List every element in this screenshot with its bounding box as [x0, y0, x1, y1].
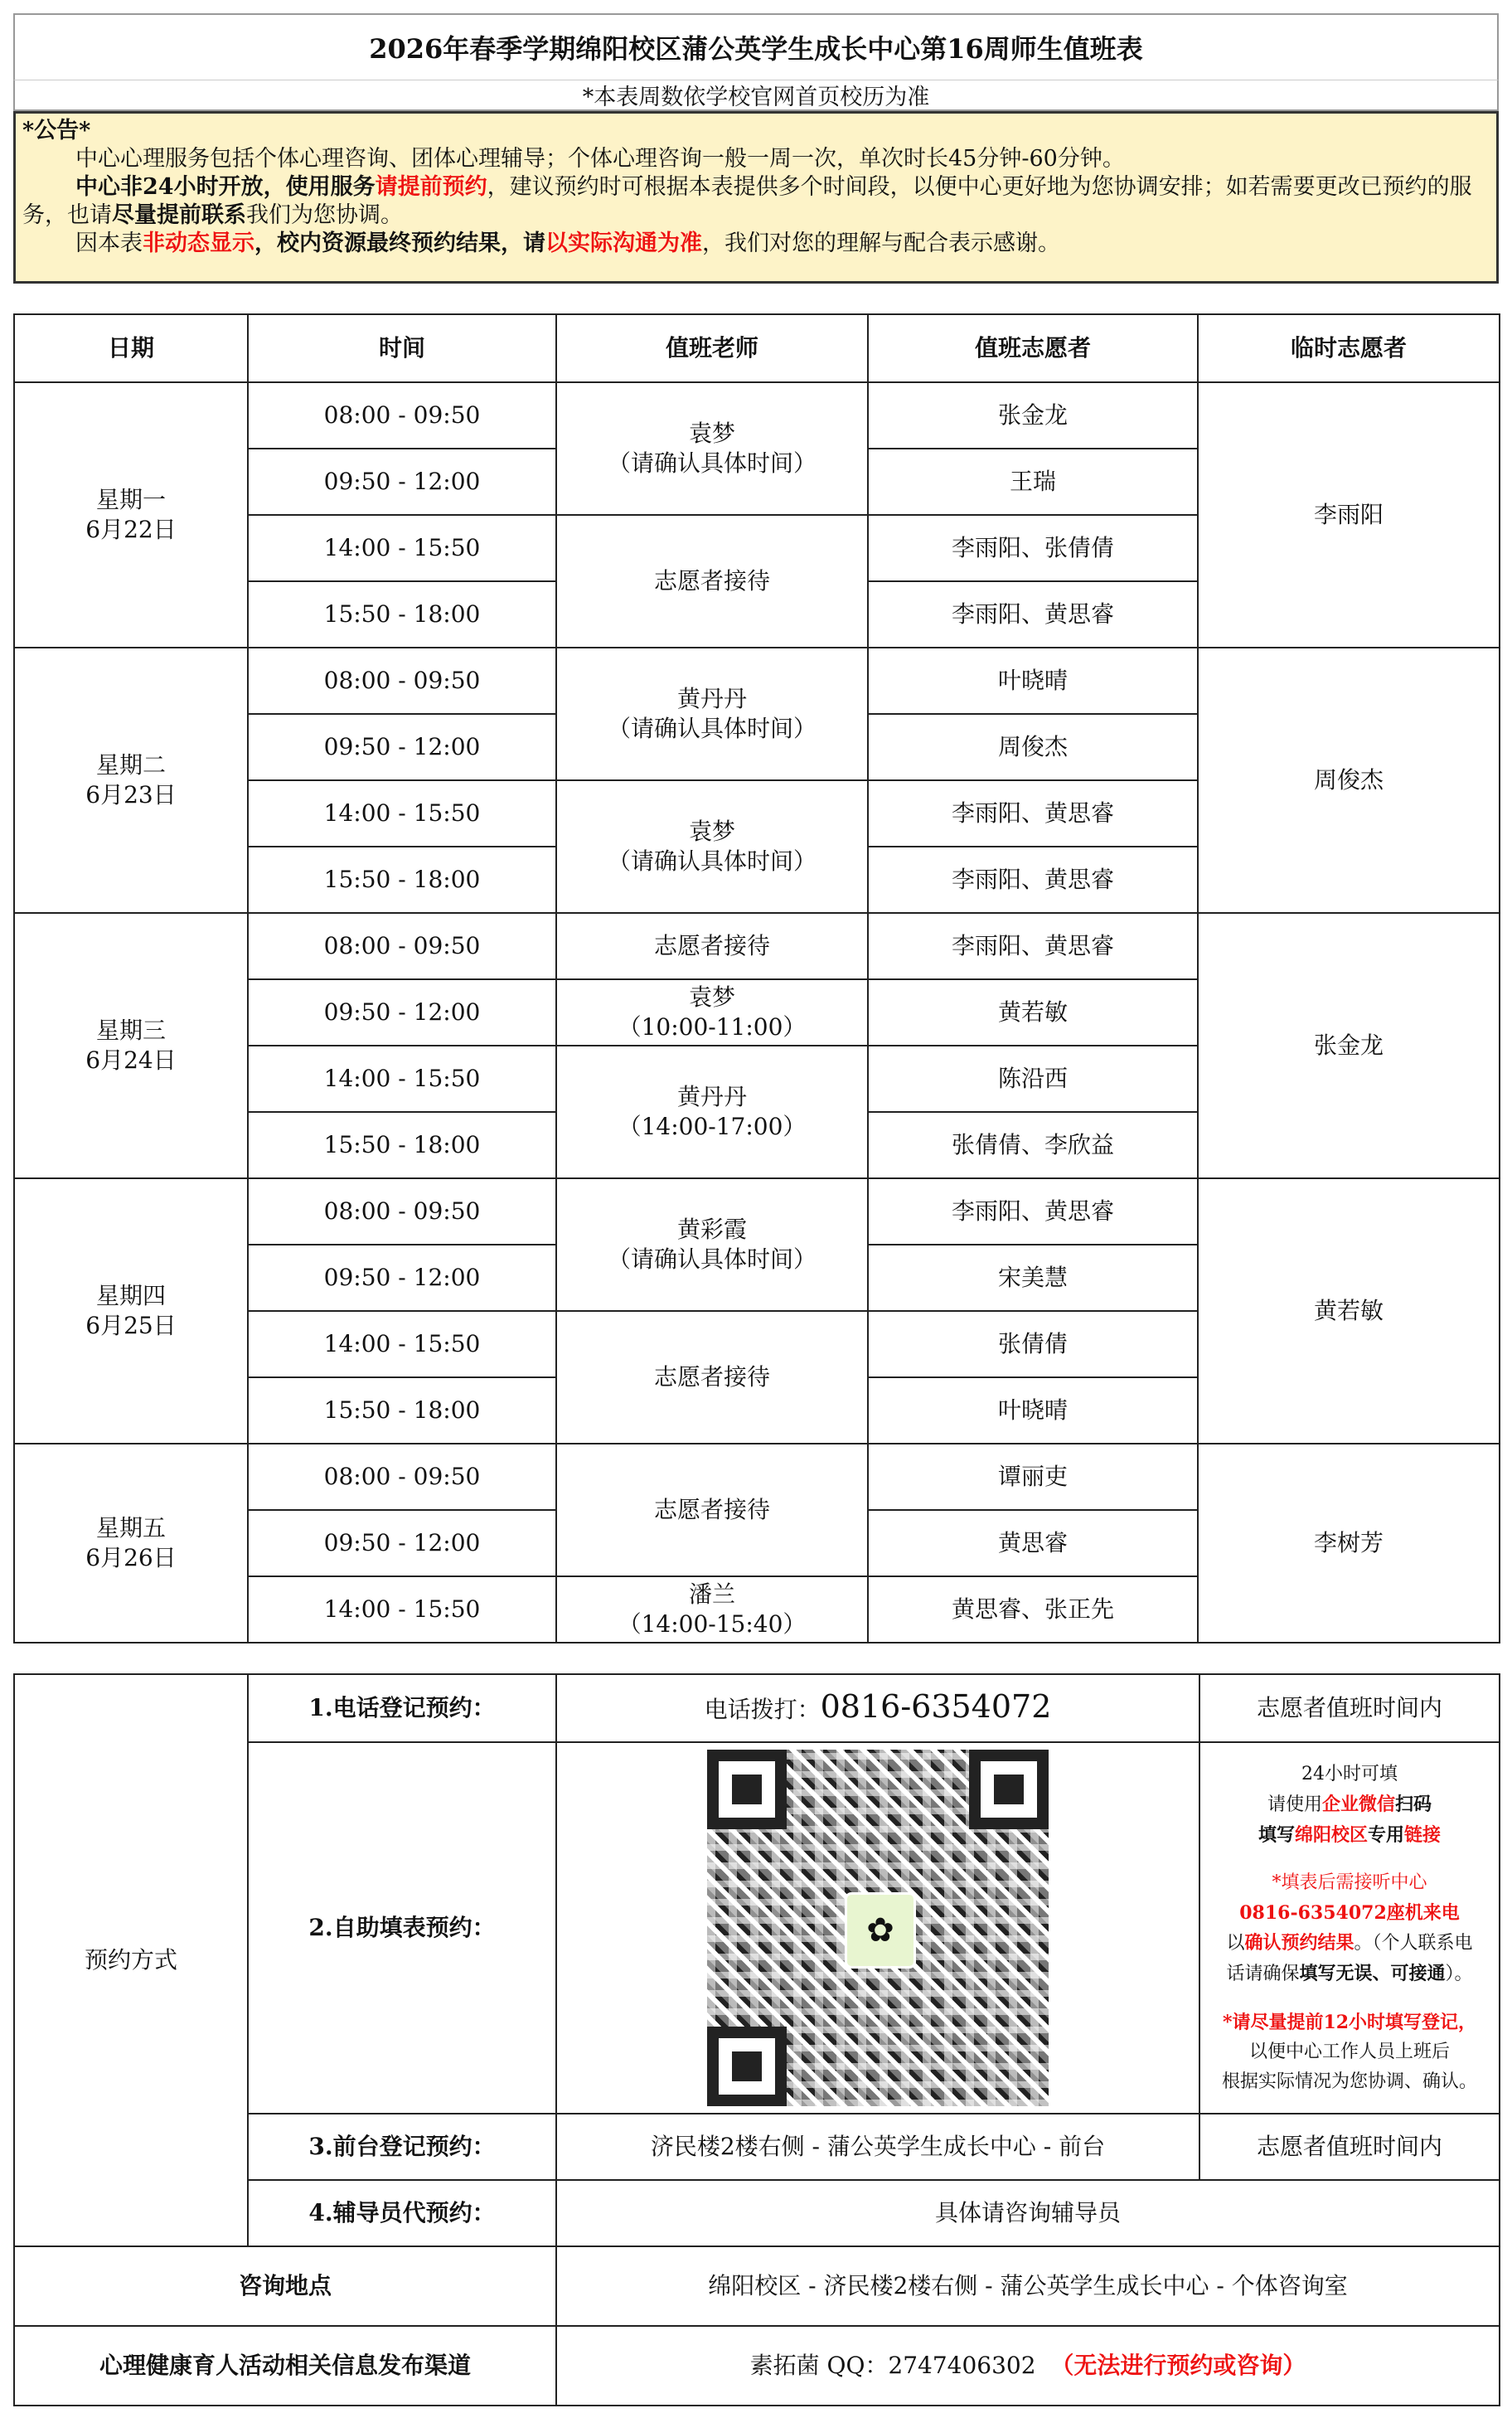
time-slot: 09:50 - 12:00 — [248, 1245, 556, 1311]
notice-line-1: 中心心理服务包括个体心理咨询、团体心理辅导；个体心理咨询一般一周一次，单次时长45分钟-60分钟。 — [75, 146, 1125, 172]
notice-line-3: 因本表非动态显示，校内资源最终预约结果，请以实际沟通为准，我们对您的理解与配合表示感谢。 — [75, 231, 1060, 256]
teacher-cell: 志愿者接待 — [556, 515, 868, 648]
qr-finder-icon — [969, 1750, 1049, 1829]
teacher-cell: 志愿者接待 — [556, 1311, 868, 1444]
temp-volunteer-cell: 黄若敏 — [1198, 1178, 1500, 1444]
teacher-cell: 黄丹丹 （请确认具体时间） — [556, 648, 868, 780]
time-slot: 14:00 - 15:50 — [248, 1576, 556, 1643]
phone-number[interactable]: 0816-6354072 — [820, 1688, 1052, 1725]
desk-location: 济民楼2楼右侧 - 蒲公英学生成长中心 - 前台 — [556, 2114, 1199, 2180]
volunteer-cell: 李雨阳、张倩倩 — [868, 515, 1198, 581]
desk-booking-time: 志愿者值班时间内 — [1199, 2114, 1500, 2180]
day-cell: 星期一 6月22日 — [14, 382, 248, 648]
day-cell: 星期四 6月25日 — [14, 1178, 248, 1444]
duty-schedule-table — [13, 313, 1500, 1643]
volunteer-cell: 李雨阳、黄思睿 — [868, 780, 1198, 847]
volunteer-cell: 张倩倩 — [868, 1311, 1198, 1377]
channel-label: 心理健康育人活动相关信息发布渠道 — [14, 2326, 556, 2406]
phone-booking-time: 志愿者值班时间内 — [1199, 1674, 1500, 1742]
teacher-cell: 袁梦 （请确认具体时间） — [556, 780, 868, 913]
volunteer-cell: 张倩倩、李欣益 — [868, 1112, 1198, 1178]
volunteer-cell: 谭丽吏 — [868, 1444, 1198, 1510]
notice-line-2: 中心非24小时开放，使用服务请提前预约，建议预约时可根据本表提供多个时间段，以便中心更好地为您协调安排；如若需要更改已预约的服务，也请尽量提前联系我们为您协调。 — [22, 174, 1472, 228]
volunteer-cell: 宋美慧 — [868, 1245, 1198, 1311]
location-label: 咨询地点 — [14, 2246, 556, 2326]
header-time: 时间 — [248, 314, 556, 382]
day-cell: 星期五 6月26日 — [14, 1444, 248, 1643]
time-slot: 14:00 - 15:50 — [248, 515, 556, 581]
time-slot: 09:50 - 12:00 — [248, 1510, 556, 1576]
schedule-header-row — [14, 314, 1500, 382]
teacher-cell: 袁梦 （请确认具体时间） — [556, 382, 868, 515]
time-slot: 08:00 - 09:50 — [248, 913, 556, 979]
booking-table — [13, 1673, 1500, 2406]
time-slot: 09:50 - 12:00 — [248, 979, 556, 1046]
time-slot: 09:50 - 12:00 — [248, 449, 556, 515]
qr-cell — [556, 1742, 1199, 2114]
time-slot: 08:00 - 09:50 — [248, 1444, 556, 1510]
header-teacher: 值班老师 — [556, 314, 868, 382]
time-slot: 14:00 - 15:50 — [248, 780, 556, 847]
volunteer-cell: 李雨阳、黄思睿 — [868, 913, 1198, 979]
qr-finder-icon — [707, 1750, 787, 1829]
day-cell: 星期三 6月24日 — [14, 913, 248, 1178]
time-slot: 14:00 - 15:50 — [248, 1311, 556, 1377]
qr-code-icon[interactable] — [707, 1750, 1049, 2106]
volunteer-cell: 李雨阳、黄思睿 — [868, 1178, 1198, 1245]
time-slot: 14:00 - 15:50 — [248, 1046, 556, 1112]
volunteer-cell: 周俊杰 — [868, 714, 1198, 780]
location-row — [14, 2246, 1500, 2326]
teacher-cell: 袁梦 （10:00-11:00） — [556, 979, 868, 1046]
booking-row-phone — [14, 1674, 1500, 1742]
temp-volunteer-cell: 周俊杰 — [1198, 648, 1500, 913]
self-booking-info: 24小时可填 请使用企业微信扫码 填写绵阳校区专用链接 *填表后需接听中心 0816-6354072座机来电 以确认预约结果。（个人联系电 话请确保填写无误、可接通）。 *请尽量提前12小时填写登记， 以便中心工作人员上班后 根据实际情况为您协调、确认。 — [1199, 1742, 1500, 2114]
time-slot: 08:00 - 09:50 — [248, 382, 556, 449]
table-row — [14, 1444, 1500, 1510]
qr-finder-icon — [707, 2027, 787, 2106]
temp-volunteer-cell: 张金龙 — [1198, 913, 1500, 1178]
temp-volunteer-cell: 李树芳 — [1198, 1444, 1500, 1643]
channel-value: 素拓菌 QQ：2747406302 （无法进行预约或咨询） — [556, 2326, 1500, 2406]
volunteer-cell: 黄思睿、张正先 — [868, 1576, 1198, 1643]
volunteer-cell: 张金龙 — [868, 382, 1198, 449]
dandelion-logo-icon: ✿ — [845, 1892, 916, 1969]
temp-volunteer-cell: 李雨阳 — [1198, 382, 1500, 648]
time-slot: 08:00 - 09:50 — [248, 1178, 556, 1245]
calendar-note: *本表周数依学校官网首页校历为准 — [13, 80, 1499, 111]
channel-row — [14, 2326, 1500, 2406]
counselor-booking-label: 4.辅导员代预约： — [248, 2180, 556, 2246]
volunteer-cell: 黄思睿 — [868, 1510, 1198, 1576]
table-row — [14, 913, 1500, 979]
time-slot: 15:50 - 18:00 — [248, 1112, 556, 1178]
day-cell: 星期二 6月23日 — [14, 648, 248, 913]
teacher-cell: 黄丹丹 （14:00-17:00） — [556, 1046, 868, 1178]
header-volunteer: 值班志愿者 — [868, 314, 1198, 382]
volunteer-cell: 陈沿西 — [868, 1046, 1198, 1112]
notice-panel — [13, 111, 1499, 284]
notice-heading: *公告* — [22, 118, 91, 143]
teacher-cell: 黄彩霞 （请确认具体时间） — [556, 1178, 868, 1311]
counselor-booking-info: 具体请咨询辅导员 — [556, 2180, 1500, 2246]
time-slot: 15:50 - 18:00 — [248, 1377, 556, 1444]
table-row — [14, 648, 1500, 714]
channel-warning: （无法进行预约或咨询） — [1050, 2352, 1306, 2379]
table-row — [14, 1178, 1500, 1245]
phone-booking-cell: 电话拨打：0816-6354072 — [556, 1674, 1199, 1742]
volunteer-cell: 王瑞 — [868, 449, 1198, 515]
time-slot: 15:50 - 18:00 — [248, 581, 556, 648]
volunteer-cell: 李雨阳、黄思睿 — [868, 581, 1198, 648]
table-row — [14, 382, 1500, 449]
self-booking-label: 2.自助填表预约： — [248, 1742, 556, 2114]
teacher-cell: 志愿者接待 — [556, 1444, 868, 1576]
volunteer-cell: 叶晓晴 — [868, 1377, 1198, 1444]
location-value: 绵阳校区 - 济民楼2楼右侧 - 蒲公英学生成长中心 - 个体咨询室 — [556, 2246, 1500, 2326]
time-slot: 15:50 - 18:00 — [248, 847, 556, 913]
time-slot: 08:00 - 09:50 — [248, 648, 556, 714]
volunteer-cell: 黄若敏 — [868, 979, 1198, 1046]
teacher-cell: 潘兰 （14:00-15:40） — [556, 1576, 868, 1643]
header-temp-volunteer: 临时志愿者 — [1198, 314, 1500, 382]
page-title: 2026年春季学期绵阳校区蒲公英学生成长中心第16周师生值班表 — [13, 13, 1499, 80]
time-slot: 09:50 - 12:00 — [248, 714, 556, 780]
desk-booking-label: 3.前台登记预约： — [248, 2114, 556, 2180]
booking-method-label: 预约方式 — [14, 1674, 248, 2246]
header-date: 日期 — [14, 314, 248, 382]
teacher-cell: 志愿者接待 — [556, 913, 868, 979]
volunteer-cell: 叶晓晴 — [868, 648, 1198, 714]
volunteer-cell: 李雨阳、黄思睿 — [868, 847, 1198, 913]
phone-booking-label: 1.电话登记预约： — [248, 1674, 556, 1742]
